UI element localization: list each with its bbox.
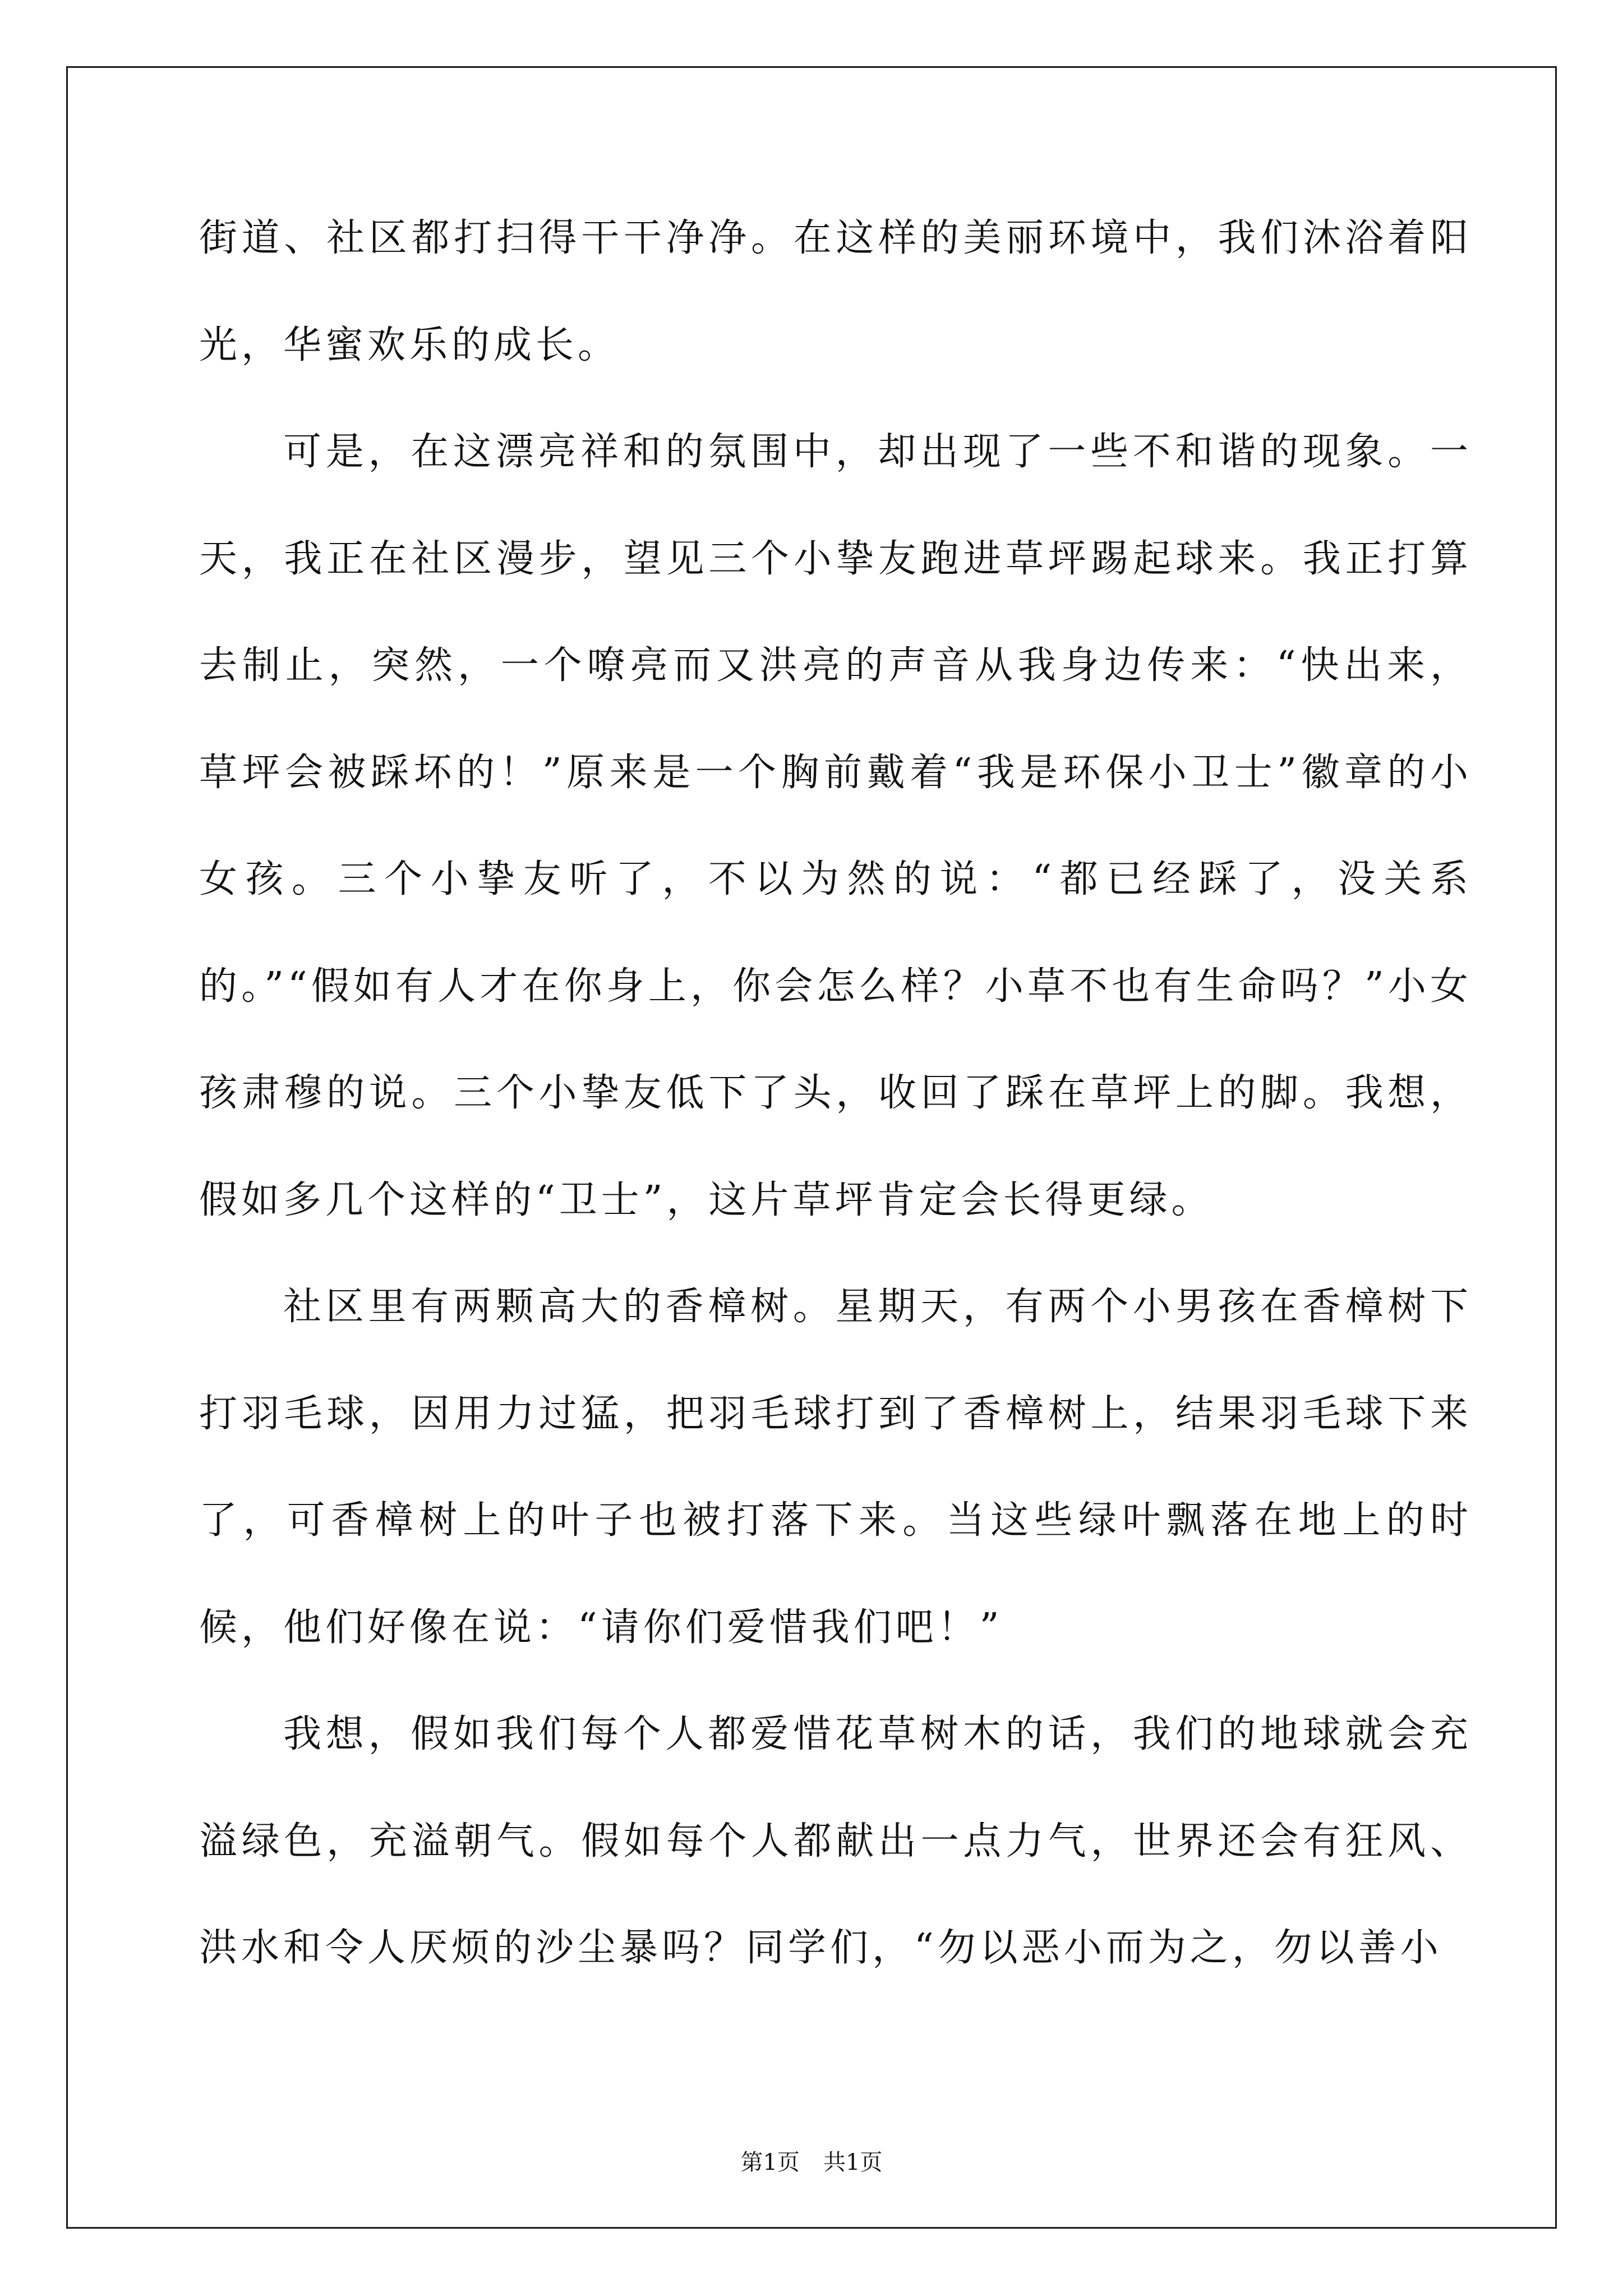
document-body (199, 185, 1472, 2002)
page-number-current: 第1页 (740, 2150, 800, 2175)
paragraph-3: 社区里有两颗高大的香樟树。星期天，有两个小男孩在香樟树下打羽毛球，因用力过猛，把羽毛球打到了香樟树上，结果羽毛球下来了，可香樟树上的叶子也被打落下来。当这些绿叶飘落在地上的时候，他们好像在说：“请你们爱惜我们吧！” (199, 1285, 1472, 1650)
paragraph-2: 可是，在这漂亮祥和的氛围中，却出现了一些不和谐的现象。一天，我正在社区漫步，望见三个小挚友跑进草坪踢起球来。我正打算去制止，突然，一个嘹亮而又洪亮的声音从我身边传来：“快出来，草坪会被踩坏的！”原来是一个胸前戴着“我是环保小卫士”徽章的小女孩。三个小挚友听了，不以为然的说：“都已经踩了，没关系的。”“假如有人才在你身上，你会怎么样？小草不也有生命吗？”小女孩肃穆的说。三个小挚友低下了头，收回了踩在草坪上的脚。我想，假如多几个这样的“卫士”，这片草坪肯定会长得更绿。 (199, 430, 1472, 1222)
page-footer (0, 2148, 1623, 2177)
paragraph-1: 街道、社区都打扫得干干净净。在这样的美丽环境中，我们沐浴着阳光，华蜜欢乐的成长。 (199, 216, 1472, 367)
paragraph-4: 我想，假如我们每个人都爱惜花草树木的话，我们的地球就会充溢绿色，充溢朝气。假如每个人都献出一点力气，世界还会有狂风、洪水和令人厌烦的沙尘暴吗？同学们，“勿以恶小而为之，勿以善小 (199, 1712, 1472, 1970)
page-number-total: 共1页 (823, 2150, 883, 2175)
